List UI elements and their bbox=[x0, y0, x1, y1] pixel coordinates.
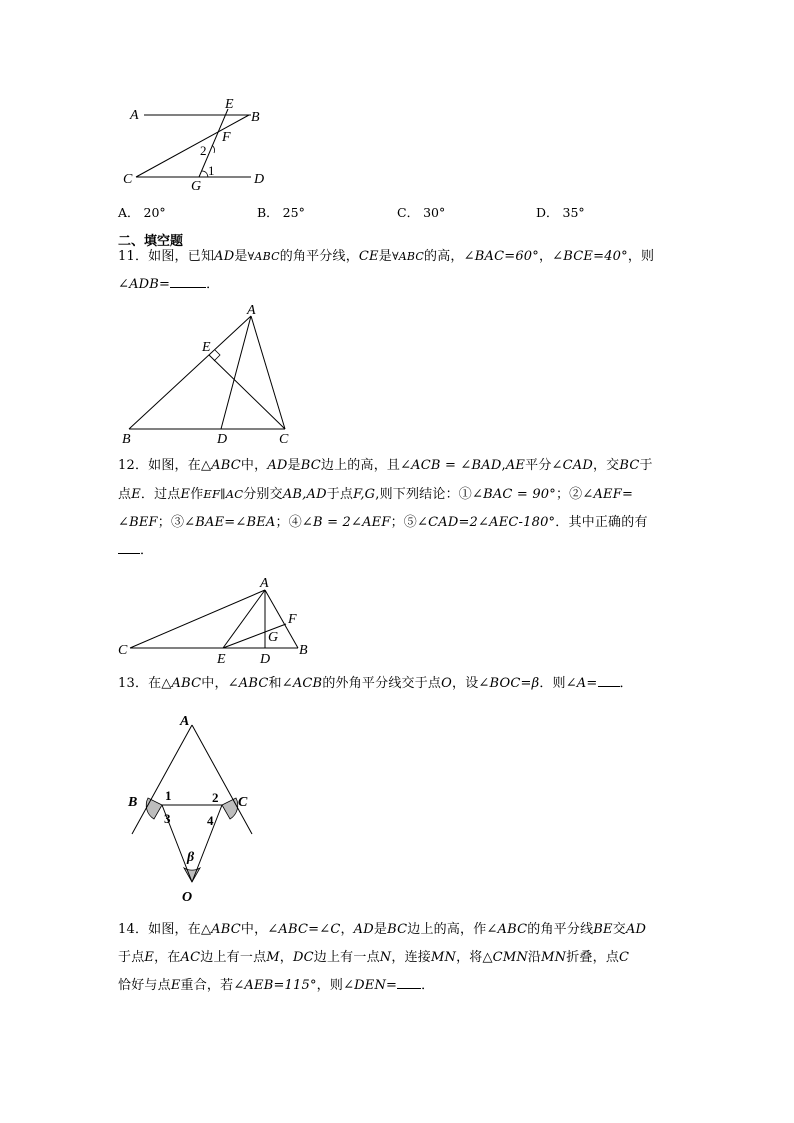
q12-text: 于 bbox=[639, 458, 653, 473]
label-a: A bbox=[180, 714, 190, 729]
q12-text: 中， bbox=[240, 458, 268, 473]
arc-sector-c bbox=[222, 798, 238, 819]
q14-text: 如图，在 bbox=[148, 922, 201, 937]
q13-acb: ∠ACB bbox=[281, 676, 323, 691]
q12-text: ；② bbox=[555, 487, 583, 502]
q12-text: 是 bbox=[287, 458, 301, 473]
q11-tri2: ∀ABC bbox=[391, 250, 425, 263]
label-g: G bbox=[268, 630, 279, 645]
q12-number: 12． bbox=[118, 458, 149, 473]
arc-sector-o bbox=[184, 868, 200, 882]
q12-c2a: ∠AEF bbox=[582, 487, 622, 502]
q11-text: 的角平分线， bbox=[279, 249, 359, 264]
q13-text: ．则 bbox=[539, 676, 566, 691]
q11-cond1: ∠BAC=60° bbox=[463, 249, 539, 264]
q12-text: 边上的高，且 bbox=[320, 458, 401, 473]
q12-cad: ∠CAD bbox=[551, 458, 593, 473]
q11-tri1: ∀ABC bbox=[247, 250, 280, 263]
label-a: A bbox=[247, 303, 256, 318]
q12-c2b: ∠BEF bbox=[118, 515, 158, 530]
question-12 bbox=[118, 452, 678, 565]
q14-ad2: AD bbox=[625, 922, 647, 937]
q14-bc: BC bbox=[387, 922, 408, 937]
q12-text: ；⑤ bbox=[390, 515, 417, 530]
q13-o: O bbox=[441, 676, 452, 691]
q12-text: = bbox=[621, 487, 634, 502]
q14-e: E bbox=[144, 950, 155, 965]
side-ba bbox=[129, 316, 251, 429]
q14-text: 重合，若 bbox=[180, 978, 234, 993]
label-d: D bbox=[254, 172, 265, 187]
segment-ad bbox=[221, 316, 251, 429]
q12-text: ；③ bbox=[157, 515, 185, 530]
q12-ad: AD bbox=[267, 458, 288, 473]
option-a-letter: A． bbox=[118, 205, 140, 220]
q13-answer-blank[interactable] bbox=[598, 672, 620, 687]
q14-text: ， bbox=[279, 950, 293, 965]
label-o: O bbox=[182, 890, 193, 905]
q14-tri: △ABC bbox=[200, 922, 241, 937]
q13-end: ． bbox=[619, 676, 633, 691]
q12-text: 点 bbox=[118, 487, 132, 502]
line-ac-extended bbox=[192, 725, 252, 834]
label-e: E bbox=[225, 97, 234, 112]
label-c: C bbox=[279, 432, 289, 447]
q11-cond2: ∠BCE=40° bbox=[552, 249, 628, 264]
q12-answer-blank[interactable] bbox=[118, 539, 140, 554]
q12-bc2: BC bbox=[619, 458, 640, 473]
q13-text: 的外角平分线交于点 bbox=[322, 676, 442, 691]
label-c: C bbox=[118, 643, 128, 658]
q13-text: ，设 bbox=[452, 676, 479, 691]
q14-text: 边上有一点 bbox=[313, 950, 380, 965]
option-a-value: 20° bbox=[143, 205, 166, 220]
label-e: E bbox=[202, 340, 211, 355]
label-beta: β bbox=[187, 850, 195, 865]
q14-number: 14． bbox=[118, 922, 149, 937]
q14-n: N bbox=[379, 950, 392, 965]
q14-text: 中， bbox=[240, 922, 268, 937]
q12-text: ,则下列结论：① bbox=[375, 487, 472, 502]
option-d-letter: D． bbox=[536, 205, 559, 220]
label-f: F bbox=[288, 612, 297, 627]
q12-ef: EF∥AC bbox=[203, 487, 244, 501]
q11-figure bbox=[118, 300, 298, 448]
option-c-value: 30° bbox=[423, 205, 446, 220]
label-a: A bbox=[260, 576, 269, 591]
q12-tri: △ABC bbox=[200, 458, 241, 473]
q14-text: 恰好与点 bbox=[118, 978, 171, 993]
q14-cmn: △CMN bbox=[482, 950, 528, 965]
q14-text: 交 bbox=[612, 922, 626, 937]
q14-end: ． bbox=[421, 978, 435, 993]
q12-e2: E bbox=[180, 487, 191, 502]
label-3: 3 bbox=[164, 811, 171, 826]
q12-eq1: ∠ACB = ∠BAD bbox=[400, 458, 502, 473]
label-b: B bbox=[128, 795, 138, 810]
line-cb bbox=[136, 115, 249, 177]
label-e: E bbox=[217, 652, 226, 667]
q12-e: E bbox=[131, 487, 141, 502]
q14-answer-blank[interactable] bbox=[397, 974, 421, 989]
q11-answer-blank[interactable] bbox=[170, 273, 206, 288]
q12-c5: ∠CAD=2∠AEC-180° bbox=[417, 515, 556, 530]
label-b: B bbox=[251, 110, 260, 125]
line-ab-extended bbox=[132, 725, 192, 834]
q12-ae: AE bbox=[505, 458, 526, 473]
section-title: 二、填空题 bbox=[118, 234, 184, 249]
q12-figure bbox=[116, 574, 316, 668]
q14-text: ， bbox=[340, 922, 354, 937]
question-13 bbox=[118, 670, 678, 698]
q14-text: 折叠，点 bbox=[566, 950, 620, 965]
q14-eq: ∠ABC=∠C bbox=[267, 922, 341, 937]
q13-abc: ∠ABC bbox=[227, 676, 269, 691]
q14-text: ，则 bbox=[316, 978, 344, 993]
q12-text: ；④ bbox=[275, 515, 302, 530]
q14-ad: AD bbox=[353, 922, 374, 937]
option-d-value: 35° bbox=[562, 205, 585, 220]
q12-text: ，交 bbox=[592, 458, 620, 473]
q12-end: ． bbox=[140, 543, 154, 558]
label-g: G bbox=[191, 179, 202, 194]
q13-a: ∠A= bbox=[565, 676, 598, 691]
label-c: C bbox=[123, 172, 133, 187]
q14-be: BE bbox=[593, 922, 613, 937]
q12-text: 平分 bbox=[525, 458, 552, 473]
q11-sep: ， bbox=[538, 249, 553, 264]
q14-den: ∠DEN= bbox=[343, 978, 398, 993]
q13-boc: ∠BOC=β bbox=[478, 676, 540, 691]
q10-figure bbox=[118, 95, 288, 195]
q14-c: C bbox=[619, 950, 630, 965]
q12-text: ．过点 bbox=[140, 487, 181, 502]
label-4: 4 bbox=[207, 813, 214, 828]
label-f: F bbox=[222, 130, 231, 145]
q14-text: ，在 bbox=[154, 950, 181, 965]
label-d: D bbox=[260, 652, 271, 667]
q14-e2: E bbox=[170, 978, 181, 993]
q13-text: 中， bbox=[201, 676, 228, 691]
question-14 bbox=[118, 916, 678, 1000]
q12-c1: ∠BAC = 90° bbox=[471, 487, 556, 502]
q11-ask: ∠ADB= bbox=[118, 277, 171, 292]
label-a: A bbox=[130, 108, 139, 123]
arc-sector-b bbox=[146, 798, 162, 819]
q12-text: 于点 bbox=[326, 487, 354, 502]
q14-text: 是 bbox=[373, 922, 388, 937]
option-d[interactable] bbox=[536, 203, 585, 221]
label-b: B bbox=[122, 432, 131, 447]
q14-text: 的角平分线 bbox=[527, 922, 594, 937]
option-a[interactable] bbox=[118, 203, 166, 221]
q14-text: 沿 bbox=[527, 950, 542, 965]
option-c-letter: C． bbox=[397, 205, 420, 220]
option-b-value: 25° bbox=[282, 205, 305, 220]
option-c[interactable] bbox=[397, 203, 445, 221]
label-1: 1 bbox=[165, 788, 172, 803]
q14-ac: AC bbox=[180, 950, 201, 965]
label-b: B bbox=[299, 643, 308, 658]
q11-text: 是 bbox=[378, 249, 392, 264]
label-1: 1 bbox=[208, 163, 215, 178]
q12-bc: BC bbox=[300, 458, 321, 473]
q13-number: 13． bbox=[118, 676, 149, 691]
q14-aeb: ∠AEB=115° bbox=[233, 978, 317, 993]
q11-text: 如图，已知 bbox=[148, 249, 215, 264]
q12-abad: AB,AD bbox=[282, 487, 327, 502]
q11-ad: AD bbox=[214, 249, 235, 264]
q12-fg: F,G bbox=[353, 487, 376, 502]
q12-comma: , bbox=[501, 458, 506, 473]
q11-number: 11． bbox=[118, 249, 149, 264]
q14-text: ，连接 bbox=[391, 950, 431, 965]
label-2: 2 bbox=[200, 143, 207, 158]
q14-text: ，将 bbox=[456, 950, 483, 965]
question-11 bbox=[118, 243, 678, 299]
q11-text: 的高， bbox=[424, 249, 464, 264]
q13-tri: △ABC bbox=[161, 676, 202, 691]
q10-options bbox=[118, 203, 678, 221]
label-c: C bbox=[238, 795, 248, 810]
q14-text: 边上有一点 bbox=[200, 950, 267, 965]
q12-text: 如图，在 bbox=[148, 458, 201, 473]
right-angle-mark bbox=[214, 350, 220, 361]
q12-text: 分别交 bbox=[243, 487, 283, 502]
q11-text: 是 bbox=[234, 249, 248, 264]
q11-text: ，则 bbox=[627, 249, 655, 264]
q12-text: 作 bbox=[190, 487, 204, 502]
q14-abc: ∠ABC bbox=[486, 922, 528, 937]
q13-figure bbox=[118, 708, 268, 908]
label-d: D bbox=[217, 432, 228, 447]
q14-text: 于点 bbox=[118, 950, 145, 965]
q12-c4: ∠B = 2∠AEF bbox=[301, 515, 391, 530]
q14-dc: DC bbox=[293, 950, 314, 965]
q14-m: M bbox=[266, 950, 280, 965]
label-2: 2 bbox=[212, 790, 219, 805]
q11-end: ． bbox=[206, 277, 220, 292]
option-b-letter: B． bbox=[257, 205, 279, 220]
option-b[interactable] bbox=[257, 203, 305, 221]
q14-mn2: MN bbox=[541, 950, 567, 965]
q14-mn: MN bbox=[430, 950, 457, 965]
q13-text: 在 bbox=[148, 676, 162, 691]
q12-text: ．其中正确的有 bbox=[555, 515, 648, 530]
q13-text: 和 bbox=[268, 676, 282, 691]
q14-text: 边上的高，作 bbox=[407, 922, 487, 937]
q12-c3: ∠BAE=∠BEA bbox=[184, 515, 276, 530]
q11-ce: CE bbox=[358, 249, 379, 264]
